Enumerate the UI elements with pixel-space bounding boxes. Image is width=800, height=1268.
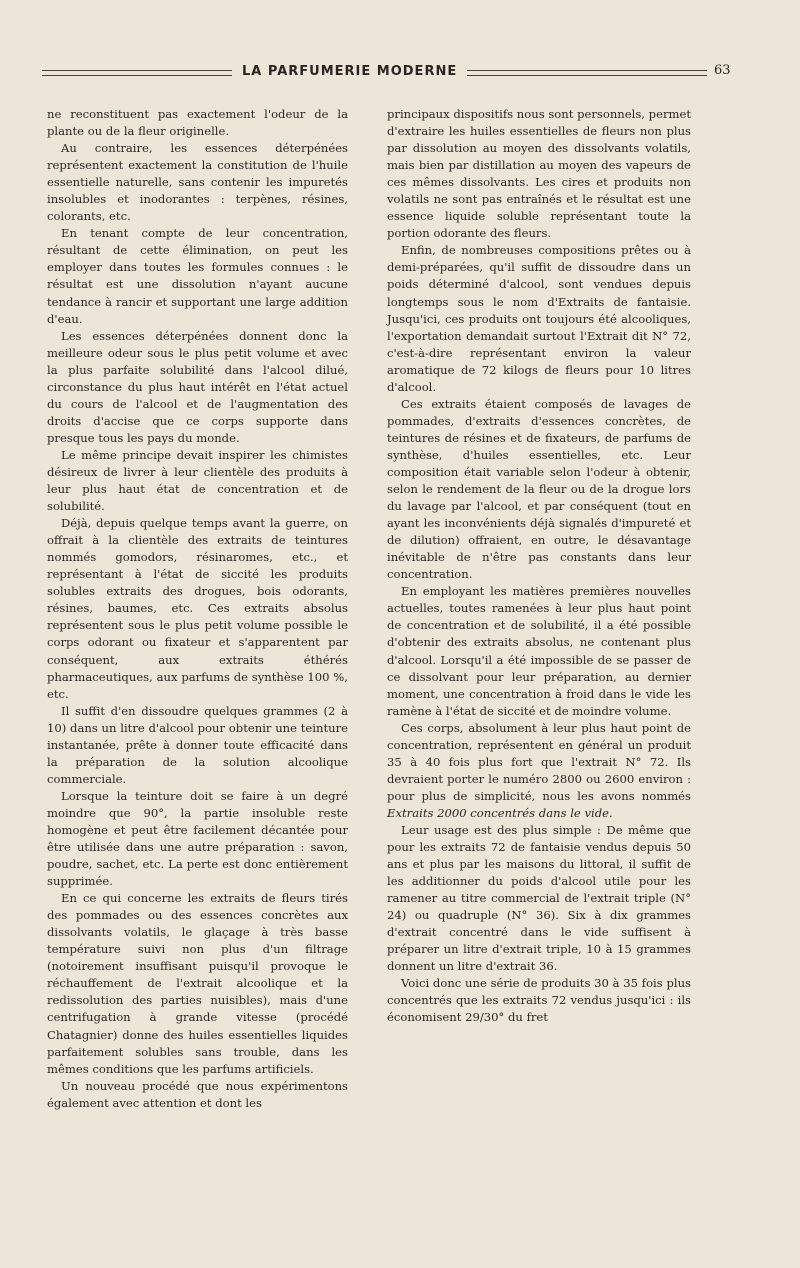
right-column (387, 106, 691, 1027)
left-column (47, 106, 348, 1112)
paragraph: En ce qui concerne les extraits de fleurs tirés des pommades ou des essences concrètes aux dissolvants volatils, le glaçage à très basse température suivi non plus d'un filtrage (notoirement insuffisant puisqu'il provoque le réchauffement de l'extrait alcoolique et la redissolution des parties nuisibles), mais d'une centrifugation à grande vitesse (procédé Chatagnier) donne des huiles essentielles liquides parfaitement solubles sans trouble, dans les mêmes conditions que les parfums artificiels. (47, 891, 348, 1076)
paragraph: Ces extraits étaient composés de lavages de pommades, d'extraits d'essences concrètes, de teintures de résines et de fixateurs, de parfums de synthèse, d'huiles essentielles, etc. Leur composition était variable selon l'odeur à obtenir, selon le rendement de la fleur ou de la drogue lors du lavage par l'alcool, et par conséquent (tout en ayant les inconvénients déjà signalés d'impureté et de dilution) offraient, en outre, le désavantage inévitable de n'être pas constants dans leur concentration. (387, 396, 691, 582)
paragraph: Il suffit d'en dissoudre quelques grammes (2 à 10) dans un litre d'alcool pour obtenir une teinture instantanée, prête à donner toute efficacité dans la préparation de la solution alcoolique commerciale. (47, 703, 348, 786)
running-header (42, 60, 742, 84)
page-number: 63 (714, 63, 731, 78)
paragraph: principaux dispositifs nous sont personnels, permet d'extraire les huiles essentielles de fleurs non plus par dissolution au moyen des dissolvants volatils, mais bien par distillation au moyen des vapeurs de ces mêmes dissolvants. Les cires et produits non volatils ne sont pas entraînés et le résultat est une essence liquide soluble représentant toute la portion odorante des fleurs. (387, 107, 692, 241)
journal-title: LA PARFUMERIE MODERNE (242, 64, 458, 79)
paragraph: Un nouveau procédé que nous expérimentons également avec attention et dont les (47, 1078, 348, 1110)
italic-term: Extraits 2000 concentrés dans le vide. (387, 805, 613, 820)
paragraph: En tenant compte de leur concentration, résultant de cette élimination, on peut les employer dans toutes les formules connues : le résultat est une dissolution n'ayant aucune tendance à rancir et supportant une large addition d'eau. (47, 226, 348, 326)
paragraph: Au contraire, les essences déterpénées représentent exactement la constitution de l'huile essentielle naturelle, sans contenir les impuretés insolubles et inodorantes : terpènes, résines, colorants, etc. (47, 141, 348, 224)
paragraph: Leur usage est des plus simple : De même que pour les extraits 72 de fantaisie vendus depuis 50 ans et plus par les maisons du littoral, il suffit de les additionner du poids d'alcool utile pour les ramener au titre commercial de l'extrait triple (N° 24) ou quadruple (N° 36). Six à dix grammes d'extrait concentré dans le vide suffisent à préparer un litre d'extrait triple, 10 à 15 grammes donnent un litre d'extrait 36. (387, 822, 691, 974)
paragraph: Le même principe devait inspirer les chimistes désireux de livrer à leur clientèle des produits à leur plus haut état de concentration et de solubilité. (47, 447, 348, 514)
paragraph: Enfin, de nombreuses compositions prêtes ou à demi-préparées, qu'il suffit de dissoudre dans un poids déterminé d'alcool, sont vendues depuis longtemps sous le nom d'Extraits de fantaisie. Jusqu'ici, ces produits ont toujours été alcooliques, l'exportation demandait surtout l'Extrait dit N° 72, c'est-à-dire représentant environ la valeur aromatique de 72 kilogs de fleurs pour 10 litres d'alcool. (387, 243, 691, 394)
paragraph: Voici donc une série de produits 30 à 35 fois plus concentrés que les extraits 72 vendus jusqu'ici : ils économisent 29/30° du fret (387, 976, 691, 1025)
header-rule-left (42, 70, 232, 76)
paragraph: ne reconstituent pas exactement l'odeur de la plante ou de la fleur originelle. (47, 107, 348, 139)
paragraph: Déjà, depuis quelque temps avant la guerre, on offrait à la clientèle des extraits de teintures nommés gomodors, résinaromes, etc., et représentant à l'état de siccité les produits solubles extraits des drogues, bois odorants, résines, baumes, etc. Ces extraits absolus représentent sous le plus petit volume possible le corps odorant ou fixateur et s'apparentent par conséquent, aux extraits éthérés pharmaceutiques, aux parfums de synthèse 100 %, etc. (47, 516, 348, 701)
paragraph-text: Ces corps, absolument à leur plus haut point de concentration, représentent en général un produit 35 à 40 fois plus fort que l'extrait N° 72. Ils devraient porter le numéro 2800 ou 2600 environ : pour plus de simplicité, nous les avons nommés (387, 720, 691, 803)
paragraph (387, 720, 691, 822)
paragraph: Les essences déterpénées donnent donc la meilleure odeur sous le plus petit volume et avec la plus parfaite solubilité dans l'alcool dilué, circonstance du plus haut intérêt en l'état actuel du cours de l'alcool et de l'augmentation des droits d'accise que ce corps supporte dans presque tous les pays du monde. (47, 328, 348, 445)
paragraph: En employant les matières premières nouvelles actuelles, toutes ramenées à leur plus haut point de concentration et de solubilité, il a été possible d'obtenir des extraits absolus, ne contenant plus d'alcool. Lorsqu'il a été impossible de se passer de ce dissolvant pour leur préparation, au dernier moment, une concentration à froid dans le vide les ramène à l'état de siccité et de moindre volume. (387, 584, 691, 718)
header-rule-right (467, 70, 707, 76)
paragraph: Lorsque la teinture doit se faire à un degré moindre que 90°, la partie insoluble reste homogène et peut être facilement décantée pour être utilisée dans une autre préparation : savon, poudre, sachet, etc. La perte est donc entièrement supprimée. (47, 788, 348, 889)
